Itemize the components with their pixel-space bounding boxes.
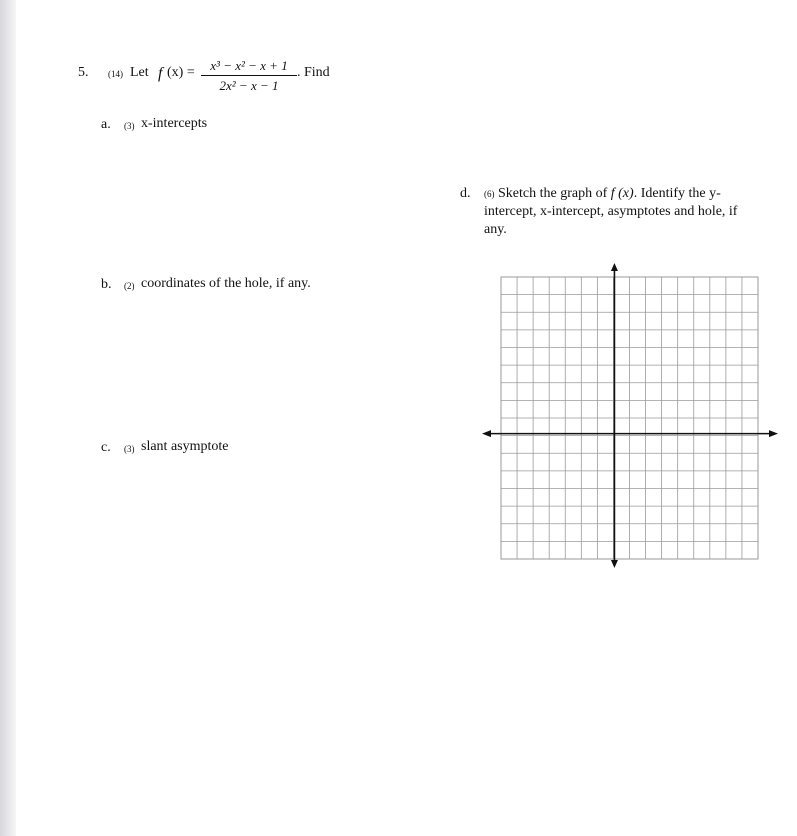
- fraction-denominator: 2x² − x − 1: [219, 78, 279, 93]
- part-d-label: d.: [460, 186, 471, 201]
- x-axis-arrow-left: [482, 430, 491, 437]
- problem-number: 5.: [78, 65, 89, 80]
- part-a-text: x-intercepts: [141, 116, 208, 131]
- part-d-body: [484, 185, 754, 239]
- problem-find: . Find: [297, 65, 330, 80]
- part-d-text-after: . Identify the y-intercept, x-intercept, asymptotes and hole, if any.: [484, 186, 738, 237]
- part-c-label: c.: [101, 440, 111, 455]
- problem-points: (14): [108, 69, 123, 79]
- part-d-text-before: Sketch the graph of: [498, 186, 608, 201]
- part-c-points: (3): [124, 444, 135, 454]
- page-edge-strip: [0, 0, 16, 836]
- part-b-label: b.: [101, 277, 112, 292]
- part-d-func: f (x): [610, 186, 634, 201]
- y-axis-arrow-up: [611, 263, 618, 271]
- x-axis-arrow-right: [769, 430, 778, 437]
- coordinate-grid[interactable]: [480, 262, 780, 572]
- rational-function-fraction: [199, 58, 299, 93]
- y-axis-arrow-down: [611, 560, 618, 568]
- part-b-points: (2): [124, 281, 135, 291]
- function-name: f: [158, 65, 163, 82]
- part-d-points: (6): [484, 189, 495, 199]
- part-b-text: coordinates of the hole, if any.: [141, 276, 311, 291]
- fraction-numerator: x³ − x² − x + 1: [210, 58, 288, 73]
- function-argument: (x) =: [167, 65, 195, 80]
- part-a-points: (3): [124, 121, 135, 131]
- part-c-text: slant asymptote: [141, 439, 229, 454]
- problem-intro: Let: [130, 65, 149, 80]
- part-a-label: a.: [101, 117, 111, 132]
